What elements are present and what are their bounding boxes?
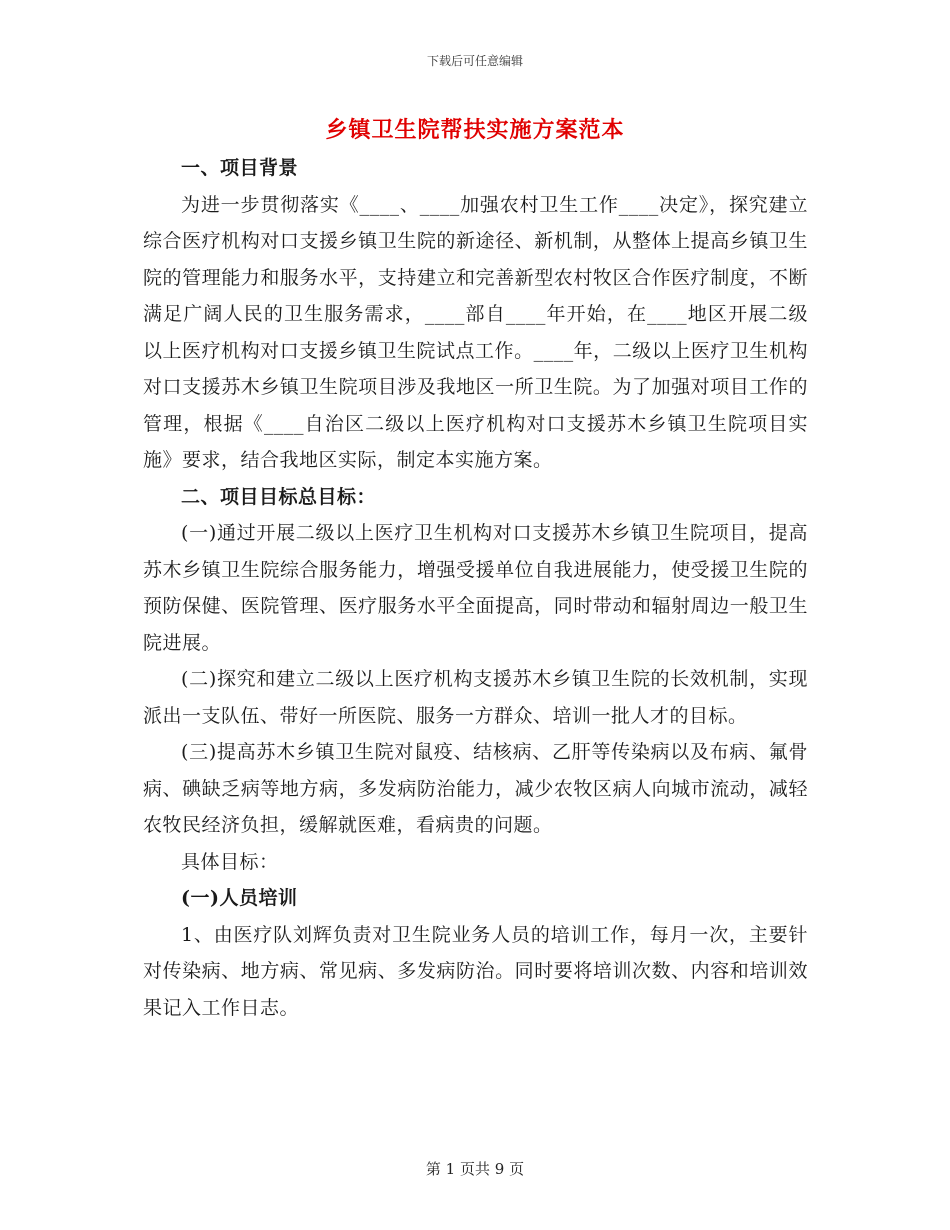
paragraph-goal-1: (一)通过开展二级以上医疗卫生机构对口支援苏木乡镇卫生院项目，提高苏木乡镇卫生院综合服务能力，增强受援单位自我进展能力，使受援卫生院的预防保健、医院管理、医疗服务水平全面提高，同时带动和辐射周边一般卫生院进展。 bbox=[143, 522, 808, 654]
paragraph-specific-goals: 具体目标： bbox=[181, 850, 279, 873]
subsection-heading-training: (一)人员培训 bbox=[181, 887, 298, 909]
paragraph-training-1: 1、由医疗队刘辉负责对卫生院业务人员的培训工作，每月一次，主要针对传染病、地方病、常见病、多发病防治。同时要将培训次数、内容和培训效果记入工作日志。 bbox=[143, 923, 808, 1019]
header-note: 下载后可任意编辑 bbox=[426, 54, 523, 68]
paragraph-goal-2: (二)探究和建立二级以上医疗机构支援苏木乡镇卫生院的长效机制，实现派出一支队伍、带好一所医院、服务一方群众、培训一批人才的目标。 bbox=[143, 668, 808, 727]
paragraph-goal-3: (三)提高苏木乡镇卫生院对鼠疫、结核病、乙肝等传染病以及布病、氟骨病、碘缺乏病等地方病，多发病防治能力，减少农牧区病人向城市流动，减轻农牧民经济负担，缓解就医难，看病贵的问题。 bbox=[143, 741, 808, 836]
document-title: 乡镇卫生院帮扶实施方案范本 bbox=[325, 117, 625, 143]
section-heading-background: 一、项目背景 bbox=[181, 157, 299, 179]
paragraph-background: 为进一步贯彻落实《____、____加强农村卫生工作____决定》，探究建立综合医疗机构对口支援乡镇卫生院的新途径、新机制，从整体上提高乡镇卫生院的管理能力和服务水平，支持建立和完善新型农村牧区合作医疗制度，不断满足广阔人民的卫生服务需求，____部自____年开始，在____地区开展二级以上医疗机构对口支援乡镇卫生院试点工作。____年，二级以上医疗卫生机构对口支援苏木乡镇卫生院项目涉及我地区一所卫生院。为了加强对项目工作的管理，根据《____自治区二级以上医疗机构对口支援苏木乡镇卫生院项目实施》要求，结合我地区实际，制定本实施方案。 bbox=[143, 193, 808, 471]
section-heading-goals: 二、项目目标总目标： bbox=[181, 485, 377, 508]
page-footer: 第 1 页共 9 页 bbox=[425, 1160, 525, 1178]
document-body bbox=[143, 150, 808, 1026]
